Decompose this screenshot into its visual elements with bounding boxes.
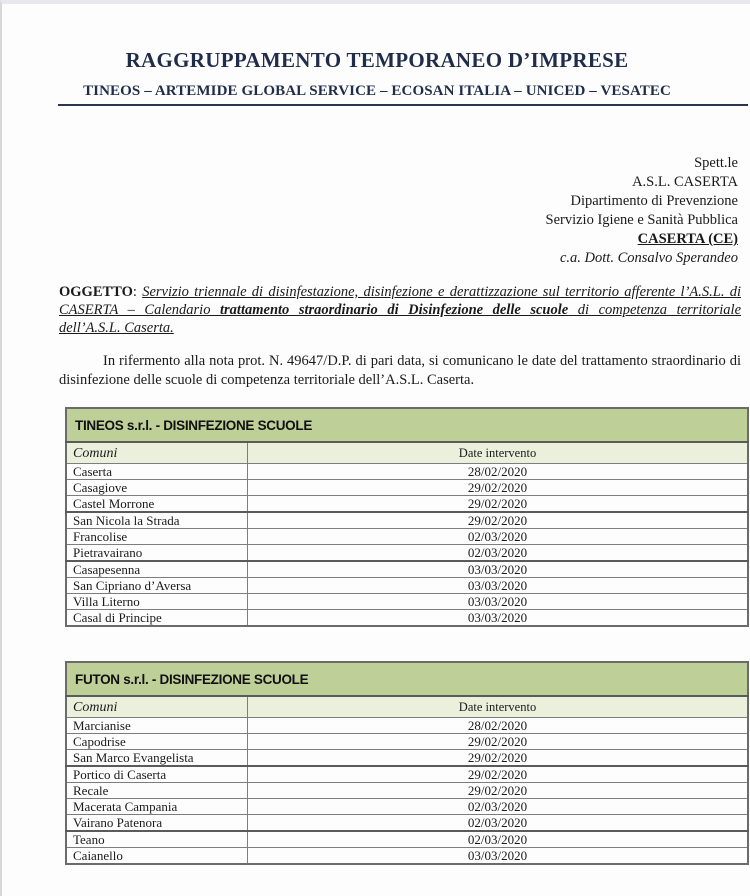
date-cell: 02/03/2020 (248, 815, 749, 832)
comune-cell: Pietravairano (66, 545, 248, 562)
comune-cell: Macerata Campania (66, 799, 248, 815)
table-row (66, 610, 748, 627)
table-row (66, 718, 748, 734)
table-row (66, 783, 748, 799)
subject-text-part3: di competenza territoriale dell’A.S.L. Caserta. (59, 302, 742, 336)
recipient-city: CASERTA (CE) (637, 231, 738, 247)
date-cell: 03/03/2020 (248, 578, 749, 594)
table-row (66, 815, 748, 832)
table-row (66, 799, 748, 815)
subject-label: OGGETTO (59, 284, 133, 300)
intro-text: In rifermento alla nota prot. N. 49647/D.P. di pari data, si comunicano le date del trattamento straordinario di disinfezione delle scuole di competenza territoriale dell’A.S.L. Caserta. (59, 353, 741, 388)
table-row (66, 831, 748, 848)
recipient-line: Servizio Igiene e Sanità Pubblica (545, 212, 738, 228)
letterhead-divider (58, 104, 748, 106)
date-cell: 02/03/2020 (248, 831, 749, 848)
column-header-date: Date intervento (248, 696, 749, 718)
date-cell: 29/02/2020 (248, 496, 749, 513)
recipient-block (546, 154, 738, 268)
table-row (66, 734, 748, 750)
column-header-comuni: Comuni (66, 696, 248, 718)
comune-cell: Capodrise (66, 734, 248, 750)
comune-cell: Francolise (66, 529, 248, 545)
comune-cell: San Cipriano d’Aversa (66, 578, 248, 594)
comune-cell: San Marco Evangelista (66, 750, 248, 767)
comune-cell: Castel Morrone (66, 496, 248, 513)
comune-cell: Recale (66, 783, 248, 799)
date-cell: 03/03/2020 (248, 561, 749, 578)
date-cell: 03/03/2020 (248, 594, 749, 610)
comune-cell: Caserta (66, 464, 248, 480)
schedule-table-tineos (65, 407, 749, 627)
date-cell: 29/02/2020 (248, 750, 749, 767)
table-row (66, 545, 748, 562)
subject-colon: : (132, 284, 143, 300)
table-row (66, 512, 748, 529)
table-row (66, 766, 748, 783)
table-row (66, 496, 748, 513)
date-cell: 29/02/2020 (248, 734, 749, 750)
table-row (66, 464, 748, 480)
comune-cell: Casal di Principe (66, 610, 248, 627)
recipient-attention: c.a. Dott. Consalvo Sperandeo (559, 250, 738, 266)
subject-text-part1: Servizio triennale di disinfestazione, disinfezione e derattizzazione sul territorio afferente l’A.S.L. di CASERTA – Calendario (59, 284, 741, 318)
date-cell: 29/02/2020 (248, 480, 749, 496)
date-cell: 28/02/2020 (248, 718, 749, 734)
date-cell: 28/02/2020 (248, 464, 749, 480)
table-row (66, 750, 748, 767)
column-header-date: Date intervento (248, 442, 749, 464)
subject-text-emphasis: trattamento straordinario di Disinfezione delle scuole (220, 302, 569, 318)
date-cell: 29/02/2020 (248, 766, 749, 783)
recipient-line: Spett.le (694, 155, 738, 171)
date-cell: 03/03/2020 (248, 610, 749, 627)
date-cell: 02/03/2020 (248, 799, 749, 815)
comune-cell: Villa Literno (66, 594, 248, 610)
column-header-comuni: Comuni (66, 442, 248, 464)
date-cell: 29/02/2020 (248, 783, 749, 799)
comune-cell: Portico di Caserta (66, 766, 248, 783)
comune-cell: Teano (66, 831, 248, 848)
comune-cell: San Nicola la Strada (66, 512, 248, 529)
comune-cell: Caianello (66, 848, 248, 865)
letterhead-subtitle: TINEOS – ARTEMIDE GLOBAL SERVICE – ECOSAN ITALIA – UNICED – VESATEC (83, 83, 671, 99)
letterhead-title: RAGGRUPPAMENTO TEMPORANEO D’IMPRESE (125, 48, 629, 72)
comune-cell: Marcianise (66, 718, 248, 734)
recipient-line: A.S.L. CASERTA (632, 174, 738, 190)
subject-paragraph (59, 283, 741, 337)
table-title: TINEOS s.r.l. - DISINFEZIONE SCUOLE (66, 408, 748, 442)
table-row (66, 848, 748, 865)
comune-cell: Vairano Patenora (66, 815, 248, 832)
table-title: FUTON s.r.l. - DISINFEZIONE SCUOLE (66, 662, 748, 696)
recipient-line: Dipartimento di Prevenzione (570, 193, 738, 209)
table-row (66, 529, 748, 545)
table-row (66, 594, 748, 610)
table-row (66, 578, 748, 594)
date-cell: 02/03/2020 (248, 529, 749, 545)
date-cell: 29/02/2020 (248, 512, 749, 529)
schedule-table-futon (65, 661, 749, 865)
table-row (66, 480, 748, 496)
date-cell: 02/03/2020 (248, 545, 749, 562)
intro-paragraph (59, 352, 741, 390)
date-cell: 03/03/2020 (248, 848, 749, 865)
table-row (66, 561, 748, 578)
comune-cell: Casapesenna (66, 561, 248, 578)
comune-cell: Casagiove (66, 480, 248, 496)
